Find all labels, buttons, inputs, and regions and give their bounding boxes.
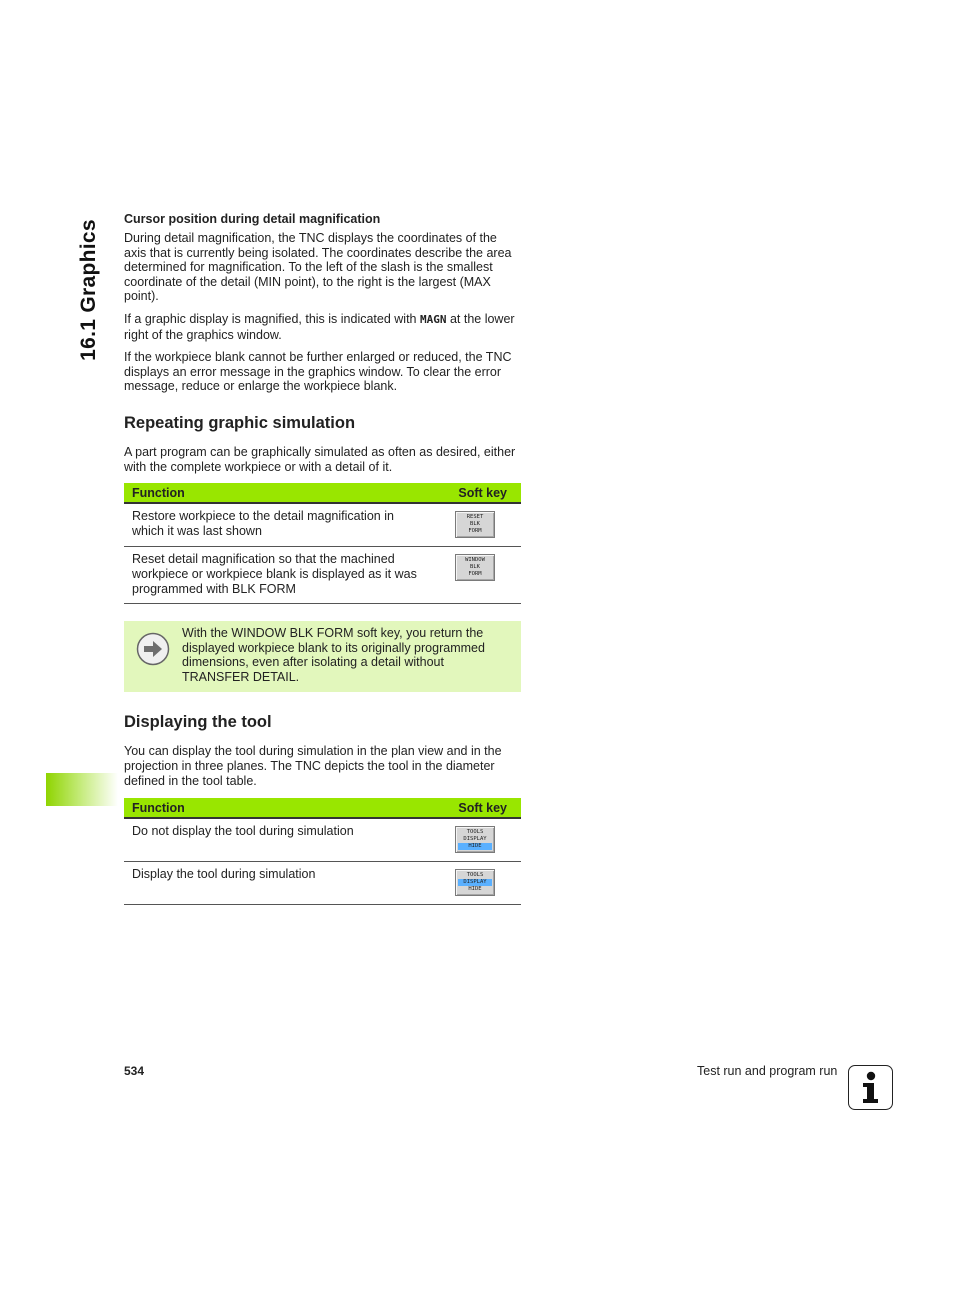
magn-text-after: at the lower right of the graphics window. <box>124 311 515 342</box>
cursor-position-paragraph: During detail magnification, the TNC displays the coordinates of the axis that is currently being isolated. The coordinates describe the area determined for magnification. To the left of the slash is the smallest coordinate of the detail (MIN point), to the right is the largest (MAX point). <box>124 231 512 304</box>
page-number: 534 <box>124 1064 145 1078</box>
column-softkey: Soft key <box>435 483 521 503</box>
table-row <box>124 547 521 604</box>
table-row <box>124 503 521 547</box>
column-function: Function <box>124 798 435 818</box>
info-icon <box>848 1065 893 1110</box>
chapter-side-title <box>66 215 112 365</box>
tool-function-table <box>124 798 521 905</box>
table-header <box>124 483 521 503</box>
column-function: Function <box>124 483 435 503</box>
tools-display-softkey[interactable]: TOOLS DISPLAY HIDE <box>455 869 495 896</box>
chapter-title-text: 16.1 Graphics <box>77 219 101 361</box>
note-box <box>124 621 521 692</box>
cursor-position-heading: Cursor position during detail magnification <box>124 212 381 226</box>
function-cell: Reset detail magnification so that the machined workpiece or workpiece blank is displayed as it was programmed with BLK FORM <box>124 547 435 604</box>
main-content <box>124 211 521 905</box>
magn-code: MAGN <box>419 312 447 326</box>
function-cell: Display the tool during simulation <box>124 862 435 905</box>
column-softkey: Soft key <box>435 798 521 818</box>
arrow-right-icon <box>136 632 170 666</box>
note-text: With the WINDOW BLK FORM soft key, you return the displayed workpiece blank to its originally programmed dimensions, even after isolating a detail without TRANSFER DETAIL. <box>182 626 485 684</box>
footer-chapter-name: Test run and program run <box>697 1064 838 1078</box>
magn-text-before: If a graphic display is magnified, this is indicated with <box>124 311 420 326</box>
chapter-tab-marker <box>46 773 118 806</box>
reset-blk-form-softkey[interactable]: RESET BLK FORM <box>455 511 495 538</box>
tools-hide-softkey[interactable]: TOOLS DISPLAY HIDE <box>455 826 495 853</box>
repeating-simulation-heading: Repeating graphic simulation <box>124 413 356 432</box>
repeat-function-table <box>124 483 521 604</box>
displaying-tool-intro: You can display the tool during simulation in the plan view and in the projection in three planes. The TNC depicts the tool in the diameter defined in the tool table. <box>124 744 502 788</box>
table-header <box>124 798 521 818</box>
displaying-tool-heading: Displaying the tool <box>124 713 272 732</box>
repeating-simulation-intro: A part program can be graphically simulated as often as desired, either with the complete workpiece or with a detail of it. <box>124 444 516 474</box>
function-cell: Do not display the tool during simulation <box>124 818 435 862</box>
table-row <box>124 818 521 862</box>
function-cell: Restore workpiece to the detail magnification in which it was last shown <box>124 503 435 547</box>
error-message-paragraph: If the workpiece blank cannot be further enlarged or reduced, the TNC displays an error message in the graphics window. To clear the error message, reduce or enlarge the workpiece blank. <box>124 350 512 394</box>
magn-paragraph <box>124 312 521 342</box>
window-blk-form-softkey[interactable]: WINDOW BLK FORM <box>455 554 495 581</box>
table-row <box>124 862 521 905</box>
